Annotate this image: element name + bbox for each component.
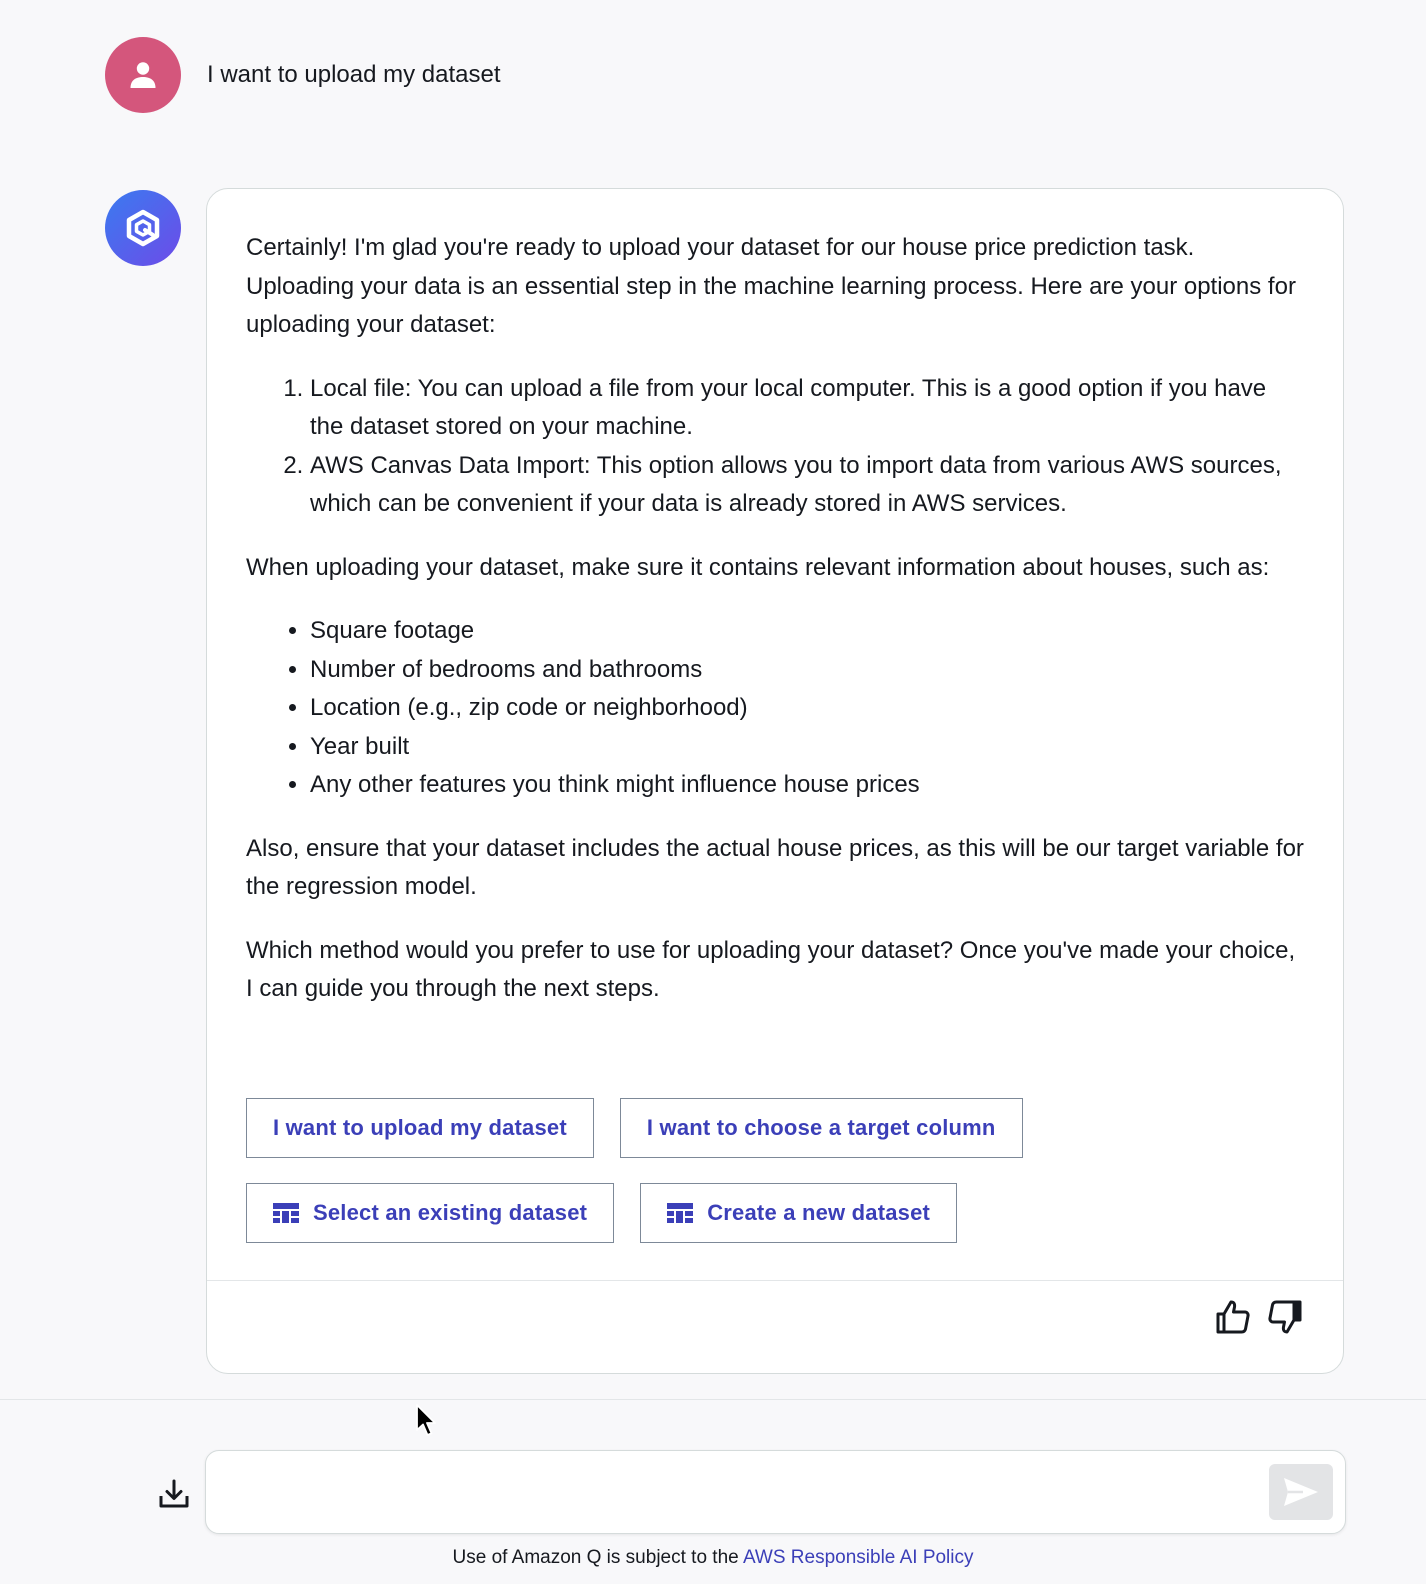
thumbs-up-icon — [1215, 1299, 1251, 1335]
download-icon — [158, 1478, 190, 1510]
thumbs-down-icon — [1267, 1299, 1303, 1335]
mouse-cursor-icon — [416, 1404, 438, 1443]
responsible-ai-policy-link[interactable]: AWS Responsible AI Policy — [742, 1547, 974, 1568]
suggestion-row — [246, 1098, 1306, 1158]
list-item: 2. AWS Canvas Data Import: This option allows you to import data from various AWS sources, which can be convenient if your data is already stored in AWS services. — [310, 447, 1304, 524]
create-new-dataset-button[interactable] — [640, 1183, 957, 1243]
upload-options-list — [246, 370, 1304, 524]
dataset-grid-icon — [667, 1203, 693, 1223]
features-intro: When uploading your dataset, make sure it contains relevant information about houses, such as: — [246, 553, 1270, 581]
list-item: • Year built — [310, 728, 1304, 767]
footer-text: Use of Amazon Q is subject to the — [452, 1547, 743, 1568]
list-item: • Square footage — [310, 612, 1304, 651]
person-icon — [128, 60, 158, 90]
feedback-controls — [1215, 1299, 1303, 1335]
card-divider — [207, 1280, 1343, 1281]
thumbs-down-button[interactable] — [1267, 1299, 1303, 1335]
send-icon — [1283, 1477, 1319, 1507]
suggestion-chips — [246, 1098, 1306, 1268]
upload-dataset-button[interactable] — [246, 1098, 594, 1158]
choose-target-column-button[interactable] — [620, 1098, 1023, 1158]
amazon-q-icon — [123, 208, 163, 248]
select-existing-dataset-button[interactable] — [246, 1183, 614, 1243]
assistant-question: Which method would you prefer to use for uploading your dataset? Once you've made your choice, I can guide you through the next steps. — [246, 936, 1296, 1002]
features-list — [246, 612, 1304, 805]
assistant-message-body — [207, 189, 1343, 1009]
chat-composer — [205, 1450, 1346, 1534]
footer-notice — [0, 1547, 1426, 1569]
thumbs-up-button[interactable] — [1215, 1299, 1251, 1335]
list-item: • Any other features you think might influence house prices — [310, 766, 1304, 805]
chat-input[interactable] — [226, 1477, 1226, 1513]
user-message — [105, 37, 501, 113]
list-item: • Location (e.g., zip code or neighborhood) — [310, 689, 1304, 728]
target-note: Also, ensure that your dataset includes the actual house prices, as this will be our target variable for the regression model. — [246, 834, 1304, 900]
user-avatar — [105, 37, 181, 113]
choose-target-column-label: I want to choose a target column — [646, 1115, 996, 1140]
download-button[interactable] — [156, 1476, 192, 1512]
upload-dataset-label: I want to upload my dataset — [273, 1115, 567, 1140]
assistant-avatar — [105, 190, 181, 266]
select-existing-dataset-label: Select an existing dataset — [313, 1200, 588, 1225]
assistant-intro: Certainly! I'm glad you're ready to upload your dataset for our house price prediction task. Uploading your data is an essential step in the machine learning process. Here are your options for uploading your dataset: — [246, 234, 1296, 338]
list-item: 1. Local file: You can upload a file from your local computer. This is a good option if you have the dataset stored on your machine. — [310, 370, 1304, 447]
dataset-grid-icon — [273, 1203, 299, 1223]
create-new-dataset-label: Create a new dataset — [707, 1200, 931, 1225]
composer-divider — [0, 1399, 1426, 1400]
list-item: • Number of bedrooms and bathrooms — [310, 651, 1304, 690]
user-message-text: I want to upload my dataset — [207, 61, 501, 88]
assistant-message-card — [206, 188, 1344, 1374]
suggestion-row — [246, 1183, 1306, 1243]
send-button[interactable] — [1269, 1464, 1333, 1520]
